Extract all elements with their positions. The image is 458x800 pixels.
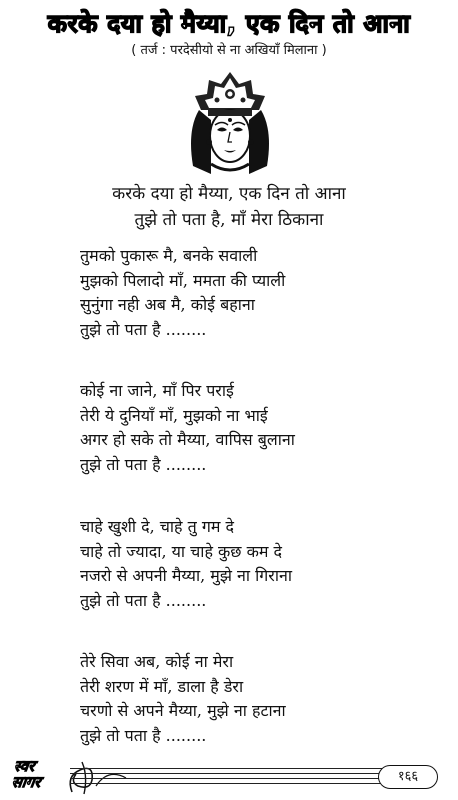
chorus-line: तुझे तो पता है, माँ मेरा ठिकाना (134, 210, 324, 230)
verse-line: नजरो से अपनी मैय्या, मुझे ना गिराना (80, 566, 292, 585)
verse-line: चाहे तो ज्यादा, या चाहे कुछ कम दे (80, 541, 283, 561)
verse-refrain: तुझे तो पता है ........ (80, 319, 207, 339)
page-title: करके दया हो मैय्या, एक दिन तो आना (47, 9, 411, 38)
music-staff (70, 768, 418, 790)
verse-4 (80, 650, 450, 748)
verse-line: सुनुंगा नही अब मै, कोई बहाना (80, 295, 255, 314)
verse-2 (80, 379, 450, 477)
goddess-icon (181, 70, 279, 176)
page-footer (0, 754, 458, 800)
verse-refrain: तुझे तो पता है ........ (80, 725, 207, 745)
verse-line: तेरे सिवा अब, कोई ना मेरा (80, 652, 234, 671)
logo-line: स्वर (12, 757, 36, 775)
verse-1 (80, 244, 450, 342)
verse-line: चाहे खुशी दे, चाहे तु गम दे (80, 517, 235, 536)
verse-line: मुझको पिलादो माँ, ममता की प्याली (80, 270, 286, 290)
verse-line: चरणो से अपने मैय्या, मुझे ना हटाना (80, 701, 286, 720)
verse-line: तेरी शरण में माँ, डाला है डेरा (80, 676, 244, 696)
tune-subtitle: ( तर्ज : परदेसीयो से ना अखियाँ मिलाना ) (131, 43, 327, 58)
verse-line: तुमको पुकारू मै, बनके सवाली (80, 246, 258, 265)
verse-refrain: तुझे तो पता है ........ (80, 590, 207, 610)
page-number: १६६ (378, 765, 438, 789)
verse-line: तेरी ये दुनियाँ माँ, मुझको ना भाई (80, 405, 268, 425)
chorus-line: करके दया हो मैय्या, एक दिन तो आना (112, 184, 346, 204)
chorus (0, 181, 458, 233)
logo-line: सागर (10, 773, 42, 791)
verse-refrain: तुझे तो पता है ........ (80, 454, 207, 474)
swar-sagar-logo (11, 758, 44, 790)
verse-line: कोई ना जाने, माँ पिर पराई (80, 381, 234, 400)
verse-line: अगर हो सके तो मैय्या, वापिस बुलाना (80, 430, 295, 449)
verse-3 (80, 515, 450, 613)
